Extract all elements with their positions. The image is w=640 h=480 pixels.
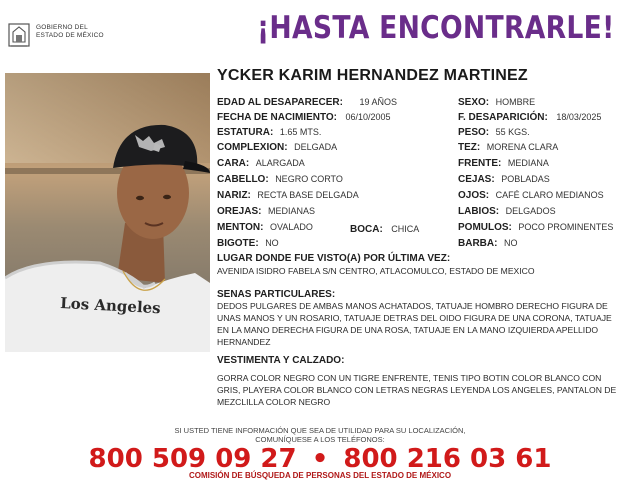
- fact-label: OJOS:: [458, 190, 490, 201]
- fact-cabello: [217, 174, 343, 185]
- fact-label: LABIOS:: [458, 206, 500, 217]
- fact-boca: [350, 224, 419, 235]
- fact-ojos: [458, 190, 604, 201]
- fact-peso: [458, 127, 530, 138]
- fact-complexion: [217, 142, 337, 153]
- fact-value: 1.65 MTS.: [279, 127, 322, 137]
- state-logo: [6, 20, 136, 52]
- fact-menton: [217, 222, 313, 233]
- clothing-text: GORRA COLOR NEGRO CON UN TIGRE ENFRENTE, TENIS TIPO BOTIN COLOR BLANCO CON GRIS, PLAYERA COLOR BLANCO CON LETRAS NEGRAS LEYENDA LOS ANGELES, PANTALON DE MEZCLILLA COLOR NEGRO: [217, 373, 617, 407]
- fact-nacimiento: [217, 112, 391, 123]
- phone-1[interactable]: 800 509 09 27: [88, 444, 297, 474]
- phone-separator: •: [311, 444, 329, 474]
- fact-labios: [458, 206, 556, 217]
- phone-numbers: [0, 444, 640, 474]
- fact-value: OVALADO: [270, 222, 313, 232]
- fact-value: MEDIANAS: [267, 206, 315, 216]
- fact-value: DELGADOS: [505, 206, 556, 216]
- fact-bigote: [217, 238, 279, 249]
- logo-text: [36, 24, 104, 40]
- fact-label: CARA:: [217, 158, 250, 169]
- fact-label: SEXO:: [458, 97, 490, 108]
- fact-nariz: [217, 190, 359, 201]
- fact-cejas: [458, 174, 550, 185]
- marks-title: SENAS PARTICULARES:: [217, 289, 336, 300]
- last-seen-title: LUGAR DONDE FUE VISTO(A) POR ÚLTIMA VEZ:: [217, 253, 451, 264]
- marks-text: DEDOS PULGARES DE AMBAS MANOS ACHATADOS, TATUAJE HOMBRO DERECHO FIGURA DE UNAS MANOS Y UN ROSARIO, TATUAJE DETRAS DEL OIDO FIGURA DE UNA CORONA, TATUAJE EN LA MANO DERECHA FIGURA DE UNA ROSA, TATUAJE EN LA MANO IZQUIERDA APELLIDO HERNANDEZ: [217, 301, 612, 347]
- missing-person-photo: [5, 73, 210, 352]
- fact-label: POMULOS:: [458, 222, 512, 233]
- last-seen-text: AVENIDA ISIDRO FABELA S/N CENTRO, ATLACOMULCO, ESTADO DE MEXICO: [217, 266, 535, 276]
- fact-label: MENTON:: [217, 222, 264, 233]
- fact-label: FECHA DE NACIMIENTO:: [217, 112, 337, 123]
- fact-value: ALARGADA: [255, 158, 305, 168]
- fact-tez: [458, 142, 558, 153]
- footer-note-2: COMUNÍQUESE A LOS TELÉFONOS:: [255, 435, 385, 444]
- commission-name: COMISIÓN DE BÚSQUEDA DE PERSONAS DEL ESTADO DE MÉXICO: [188, 471, 452, 480]
- fact-label: ESTATURA:: [217, 127, 274, 138]
- fact-label: OREJAS:: [217, 206, 262, 217]
- fact-desaparicion: [458, 112, 601, 123]
- fact-frente: [458, 158, 549, 169]
- fact-label: F. DESAPARICIÓN:: [458, 112, 548, 123]
- fact-value: CHICA: [391, 224, 420, 234]
- fact-label: EDAD AL DESAPARECER:: [217, 97, 343, 108]
- logo-line-2: ESTADO DE MÉXICO: [36, 32, 104, 39]
- fact-value: MEDIANA: [507, 158, 549, 168]
- fact-label: NARIZ:: [217, 190, 251, 201]
- fact-value: NO: [265, 238, 279, 248]
- fact-barba: [458, 238, 517, 249]
- fact-label: FRENTE:: [458, 158, 502, 169]
- fact-value: NO: [503, 238, 518, 248]
- fact-edad: [217, 97, 397, 108]
- fact-label: CEJAS:: [458, 174, 495, 185]
- phone-2[interactable]: 800 216 03 61: [343, 444, 552, 474]
- fact-value: 55 KGS.: [495, 127, 530, 137]
- fact-cara: [217, 158, 305, 169]
- fact-value: DELGADA: [294, 142, 338, 152]
- fact-value: MORENA CLARA: [486, 142, 559, 152]
- fact-value: NEGRO CORTO: [275, 174, 343, 184]
- person-name: YCKER KARIM HERNANDEZ MARTINEZ: [217, 67, 528, 84]
- fact-value: CAFÉ CLARO MEDIANOS: [495, 190, 604, 200]
- fact-label: BARBA:: [458, 238, 498, 249]
- fact-value: 06/10/2005: [345, 112, 391, 122]
- fact-label: PESO:: [458, 127, 490, 138]
- fact-estatura: [217, 127, 321, 138]
- fact-pomulos: [458, 222, 613, 233]
- fact-value: POBLADAS: [501, 174, 550, 184]
- headline: ¡HASTA ENCONTRARLE!: [257, 10, 615, 46]
- logo-line-1: GOBIERNO DEL: [36, 24, 88, 31]
- state-seal-icon: [6, 20, 32, 50]
- fact-label: BIGOTE:: [217, 238, 259, 249]
- fact-value: HOMBRE: [495, 97, 536, 107]
- footer-note-1: SI USTED TIENE INFORMACIÓN QUE SEA DE UTILIDAD PARA SU LOCALIZACIÓN,: [174, 426, 466, 435]
- clothing-title: VESTIMENTA Y CALZADO:: [217, 355, 345, 366]
- fact-value: 18/03/2025: [556, 112, 602, 122]
- fact-value: POCO PROMINENTES: [518, 222, 614, 232]
- fact-sexo: [458, 97, 535, 108]
- fact-value: RECTA BASE DELGADA: [257, 190, 359, 200]
- fact-label: BOCA:: [350, 224, 383, 235]
- photo-illustration: [5, 73, 210, 352]
- fact-label: COMPLEXION:: [217, 142, 288, 153]
- shirt-text: Los Angeles: [59, 294, 162, 318]
- fact-value: 19 AÑOS: [359, 97, 397, 107]
- fact-orejas: [217, 206, 315, 217]
- fact-label: CABELLO:: [217, 174, 269, 185]
- fact-label: TEZ:: [458, 142, 481, 153]
